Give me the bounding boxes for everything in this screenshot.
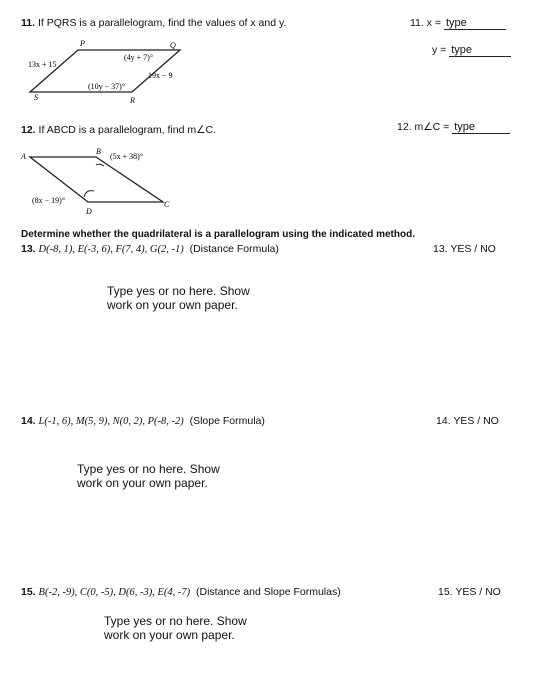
label-d: D (86, 207, 92, 216)
q12-number: 12. (21, 124, 36, 136)
q12-prompt (21, 124, 216, 136)
label-angle-d: (8x − 19)° (32, 196, 66, 205)
q11-answer-y (432, 44, 511, 57)
q14-yes-no[interactable]: 14. YES / NO (436, 415, 499, 427)
q11-prompt (21, 17, 286, 29)
q13-method: (Distance Formula) (189, 243, 279, 255)
q15-number: 15. (21, 586, 36, 598)
q14-points: L(-1, 6), M(5, 9), N(0, 2), P(-8, -2) (38, 416, 184, 427)
q13-prompt (21, 243, 279, 255)
q13-yes-no[interactable]: 13. YES / NO (433, 243, 496, 255)
q13-response-box[interactable]: Type yes or no here. Show work on your own paper. (107, 284, 250, 312)
q15-points: B(-2, -9), C(0, -5), D(6, -3), E(4, -7) (38, 587, 191, 598)
q13-points: D(-8, 1), E(-3, 6), F(7, 4), G(2, -1) (38, 244, 184, 255)
q15-prompt (21, 586, 341, 598)
q12-input[interactable]: type (452, 121, 510, 134)
q11-answer-x (410, 17, 506, 30)
q12-text: If ABCD is a parallelogram, find m∠C. (38, 124, 217, 136)
label-s: S (34, 93, 38, 102)
q11-x-label: 11. x = (410, 17, 442, 29)
q15-method: (Distance and Slope Formulas) (196, 586, 341, 598)
q11-y-label: y = (432, 44, 447, 56)
q14-prompt (21, 415, 265, 427)
parallelogram-pqrs-figure (20, 36, 220, 106)
q15-yes-no[interactable]: 15. YES / NO (438, 586, 501, 598)
parallelogram-abcd-figure (18, 145, 183, 220)
label-angle-r: (10y − 37)° (88, 82, 126, 91)
section-header: Determine whether the quadrilateral is a parallelogram using the indicated method. (21, 229, 415, 240)
q11-number: 11. (21, 17, 36, 29)
q14-method: (Slope Formula) (189, 415, 265, 427)
label-a: A (21, 152, 26, 161)
label-angle-b: (5x + 38)° (110, 152, 144, 161)
label-angle-q: (4y + 7)° (124, 53, 154, 62)
q12-label: 12. m∠C = (397, 121, 450, 133)
angle-d-arc (84, 191, 94, 197)
label-right-side: 19x − 9 (148, 71, 173, 80)
q14-response-box[interactable]: Type yes or no here. Show work on your own paper. (77, 462, 220, 490)
angle-b-arc (96, 164, 104, 166)
q11-y-input[interactable]: type (449, 44, 511, 57)
q11-x-input[interactable]: type (444, 17, 506, 30)
q14-number: 14. (21, 415, 36, 427)
q15-response-box[interactable]: Type yes or no here. Show work on your own paper. (104, 614, 247, 642)
label-q: Q (170, 41, 176, 50)
q12-answer (397, 121, 510, 134)
label-p: P (80, 39, 85, 48)
label-c: C (164, 200, 170, 209)
q13-number: 13. (21, 243, 36, 255)
label-r: R (130, 96, 135, 105)
label-left-side: 13x + 15 (28, 60, 57, 69)
label-b: B (96, 147, 101, 156)
q11-text: If PQRS is a parallelogram, find the values of x and y. (37, 17, 287, 29)
